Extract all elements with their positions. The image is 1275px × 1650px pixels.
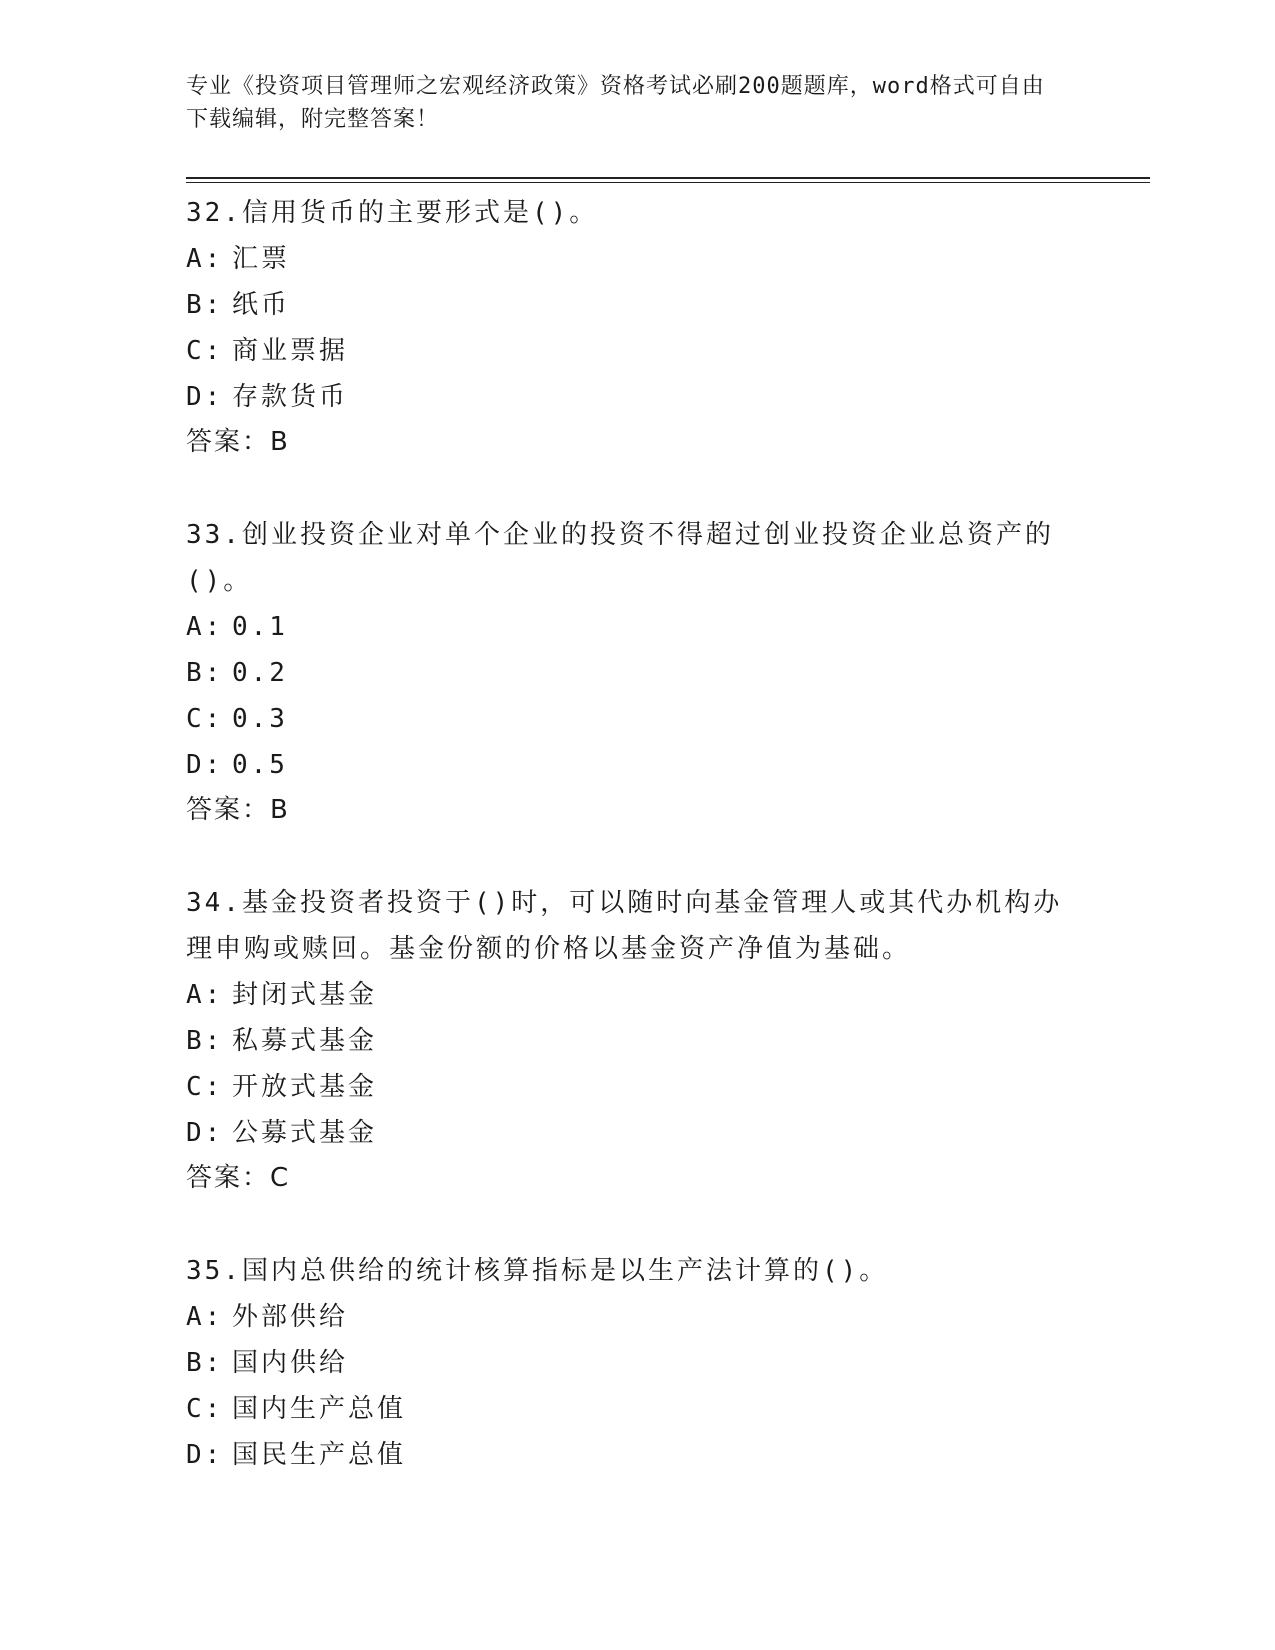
option-letter: B: — [186, 290, 224, 320]
answer-line: 答案：B — [186, 795, 290, 825]
option-text: 汇票 — [232, 244, 291, 274]
question-33 — [186, 512, 1086, 832]
option-text: 私募式基金 — [232, 1026, 378, 1056]
option-letter: A: — [186, 612, 224, 642]
option-letter: C: — [186, 336, 224, 366]
option-a — [186, 972, 1086, 1018]
question-stem: 35.国内总供给的统计核算指标是以生产法计算的()。 — [186, 1256, 889, 1286]
option-text: 国内生产总值 — [232, 1394, 407, 1424]
option-letter: C: — [186, 1072, 224, 1102]
option-d — [186, 1432, 1086, 1478]
option-letter: C: — [186, 1394, 224, 1424]
question-34 — [186, 880, 1086, 1200]
option-b — [186, 650, 1086, 696]
option-d — [186, 742, 1086, 788]
option-c — [186, 1064, 1086, 1110]
answer-line: 答案：C — [186, 1163, 291, 1193]
header-divider — [186, 177, 1150, 179]
option-text: 0.3 — [232, 704, 288, 734]
question-stem: 34.基金投资者投资于()时，可以随时向基金管理人或其代办机构办理申购或赎回。基金份额的价格以基金资产净值为基础。 — [186, 888, 1063, 964]
question-list — [186, 190, 1086, 1526]
question-stem: 33.创业投资企业对单个企业的投资不得超过创业投资企业总资产的()。 — [186, 520, 1054, 596]
option-text: 0.1 — [232, 612, 288, 642]
option-text: 公募式基金 — [232, 1118, 378, 1148]
option-text: 存款货币 — [232, 382, 349, 412]
option-letter: A: — [186, 980, 224, 1010]
option-letter: B: — [186, 1026, 224, 1056]
option-c — [186, 696, 1086, 742]
option-b — [186, 282, 1086, 328]
option-text: 纸币 — [232, 290, 291, 320]
option-a — [186, 604, 1086, 650]
option-text: 国内供给 — [232, 1348, 349, 1378]
option-text: 开放式基金 — [232, 1072, 378, 1102]
option-c — [186, 1386, 1086, 1432]
option-text: 0.2 — [232, 658, 288, 688]
option-a — [186, 1294, 1086, 1340]
option-letter: B: — [186, 658, 224, 688]
option-d — [186, 374, 1086, 420]
option-letter: D: — [186, 1118, 224, 1148]
question-32 — [186, 190, 1086, 464]
answer-line: 答案：B — [186, 427, 290, 457]
option-text: 0.5 — [232, 750, 288, 780]
option-letter: B: — [186, 1348, 224, 1378]
option-letter: C: — [186, 704, 224, 734]
option-b — [186, 1340, 1086, 1386]
option-text: 商业票据 — [232, 336, 349, 366]
option-letter: A: — [186, 244, 224, 274]
option-letter: D: — [186, 1440, 224, 1470]
option-text: 封闭式基金 — [232, 980, 378, 1010]
document-header: 专业《投资项目管理师之宏观经济政策》资格考试必刷200题题库，word格式可自由下载编辑，附完整答案！ — [186, 74, 1045, 132]
option-c — [186, 328, 1086, 374]
option-letter: D: — [186, 750, 224, 780]
option-b — [186, 1018, 1086, 1064]
question-stem: 32.信用货币的主要形式是()。 — [186, 198, 599, 228]
option-a — [186, 236, 1086, 282]
option-text: 国民生产总值 — [232, 1440, 407, 1470]
header-divider-thin — [186, 182, 1150, 183]
option-text: 外部供给 — [232, 1302, 349, 1332]
option-letter: A: — [186, 1302, 224, 1332]
option-letter: D: — [186, 382, 224, 412]
option-d — [186, 1110, 1086, 1156]
question-35 — [186, 1248, 1086, 1478]
